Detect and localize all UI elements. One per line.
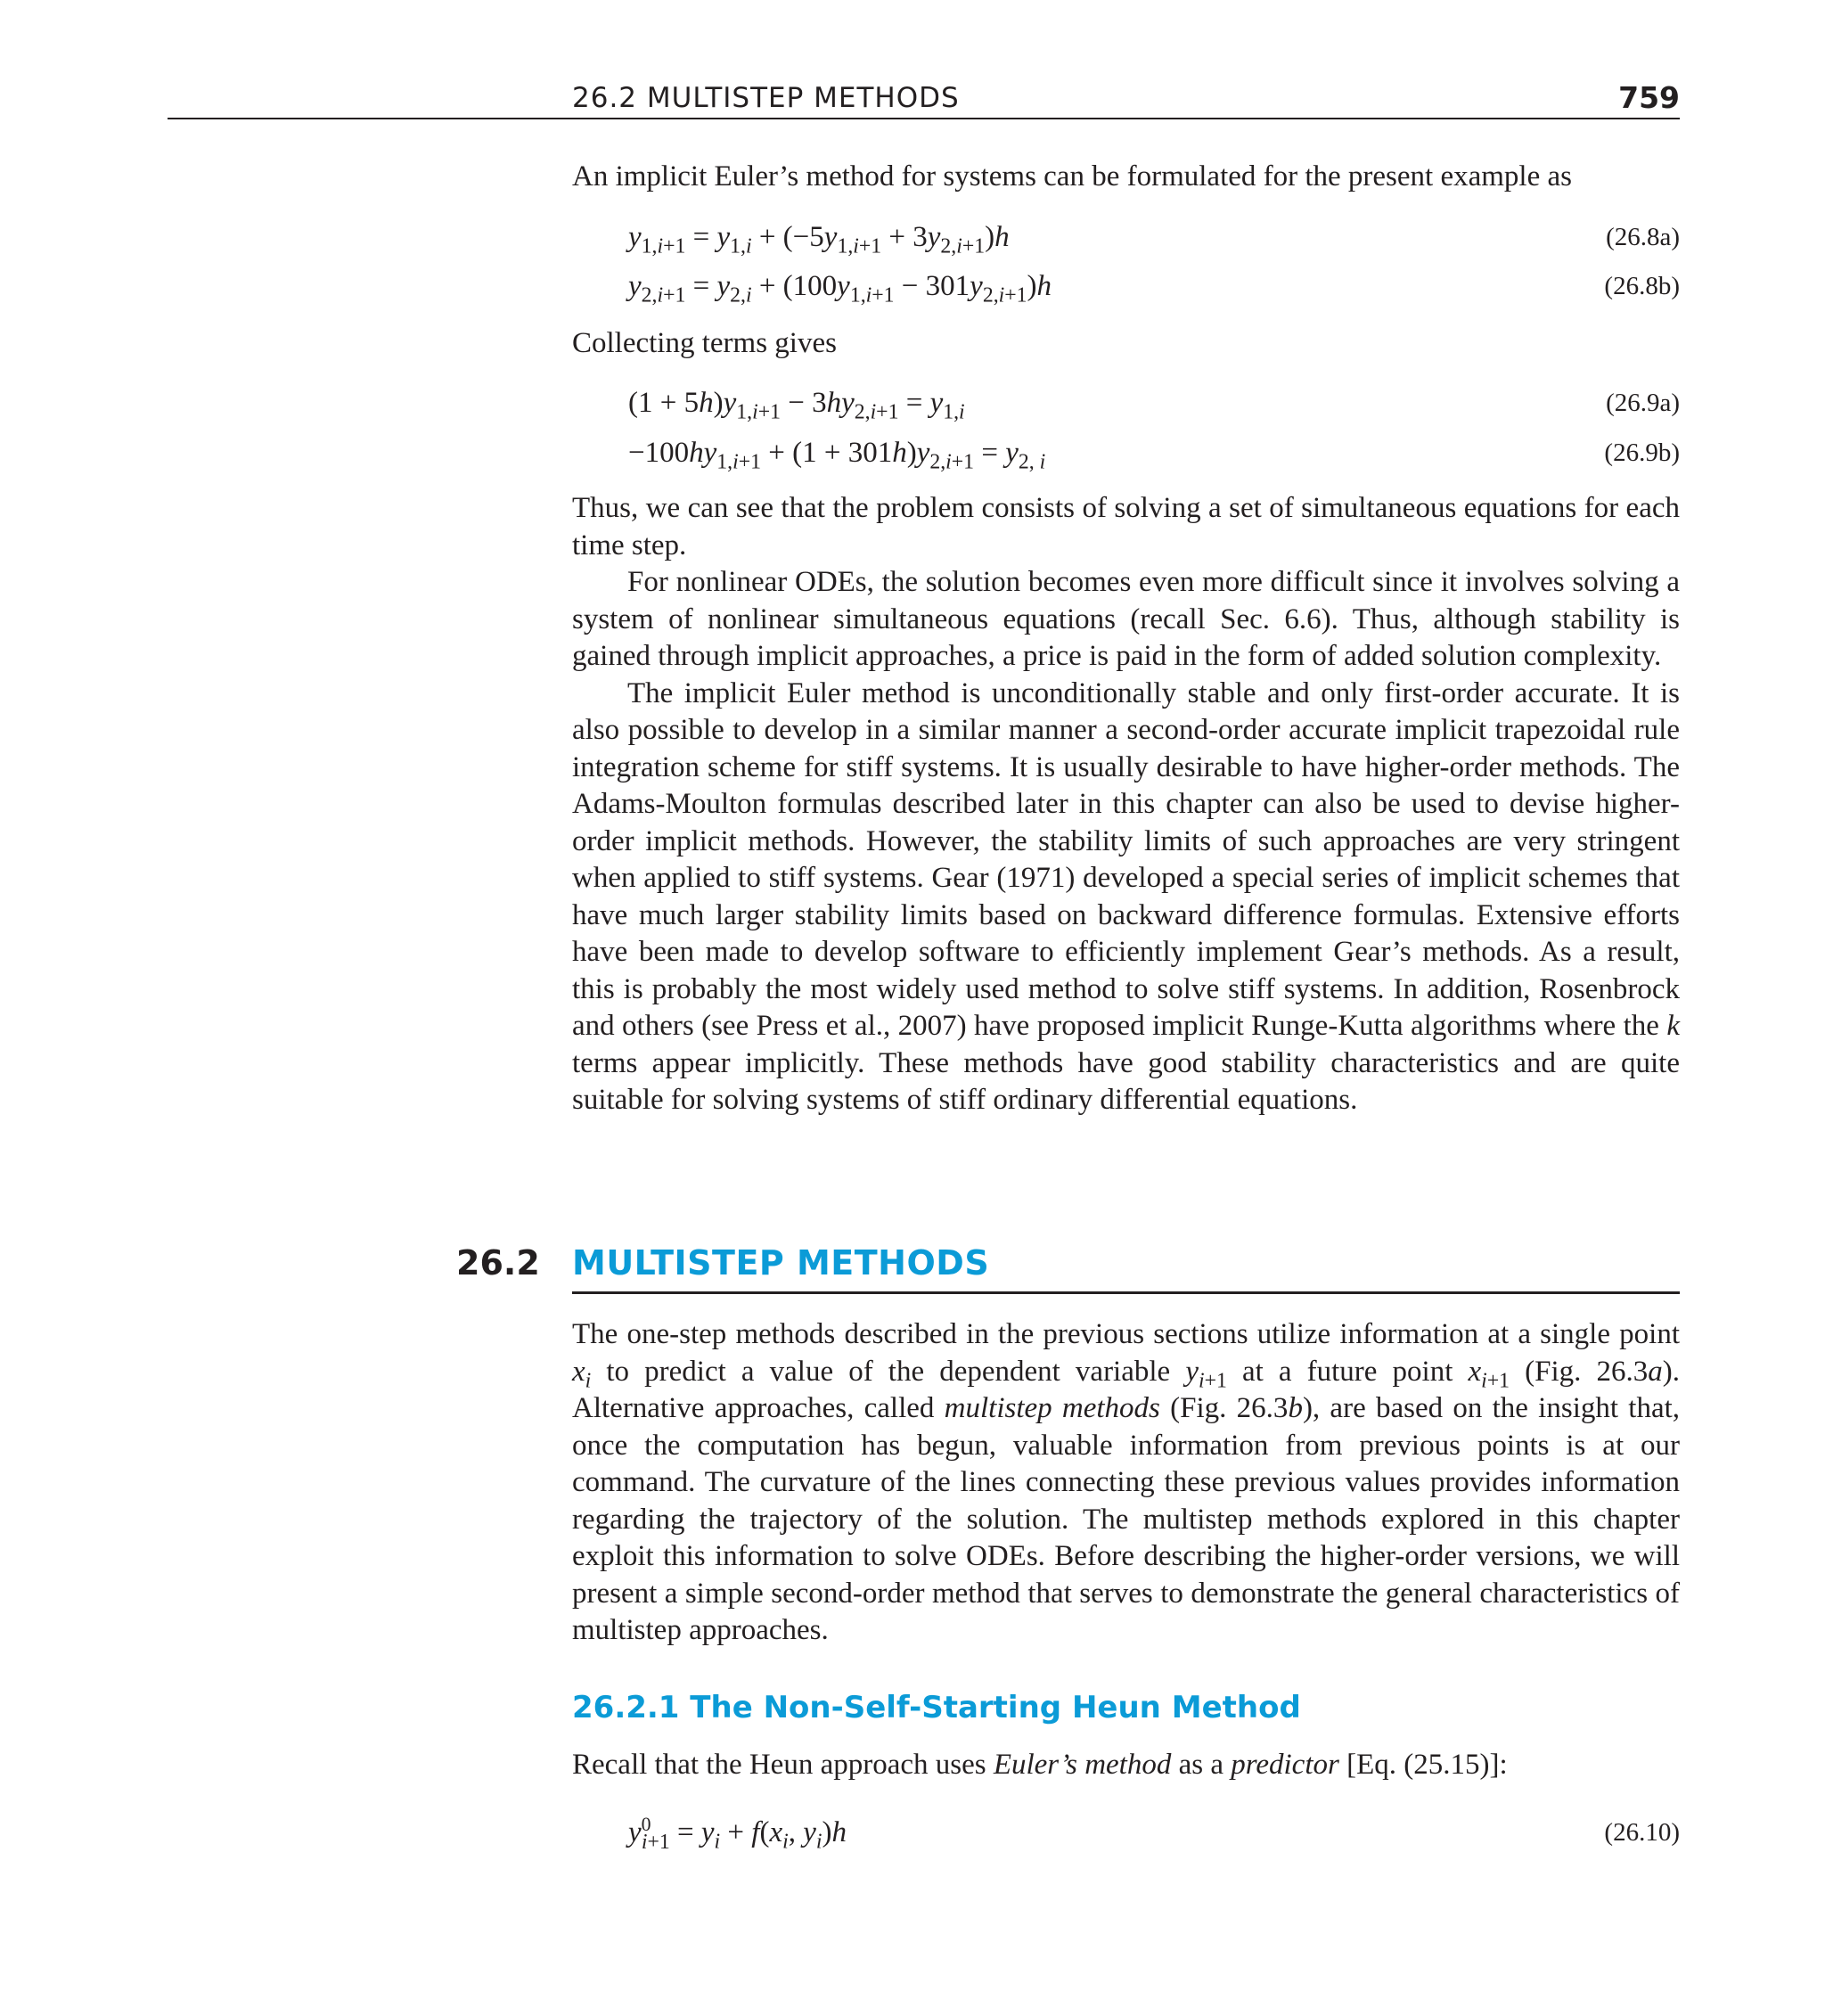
equation-body: $y_{2,i+1} = y_{2,i} + (100y_{1,i+1} - 301y_{2,i+1})h$ <box>628 270 1052 307</box>
collecting-line: Collecting terms gives <box>572 327 837 359</box>
subsection-title: 26.2.1 The Non-Self-Starting Heun Method <box>572 1690 1301 1725</box>
paragraph: The implicit Euler method is unconditionally stable and only first-order accurate. It is also possible to develop in a similar manner a second-order accurate implicit trapezoidal rule integration scheme for stiff systems. It is usually desirable to have higher-order methods. The Adams-Moulton formulas described later in this chapter can also be used to devise higher-order implicit methods. However, the stability limits of such approaches are very stringent when applied to stiff systems. Gear (1971) developed a special series of implicit schemes that have much larger stability limits based on backward difference formulas. Extensive efforts have been made to develop software to efficiently implement Gear’s methods. As a result, this is probably the most widely used method to solve stiff systems. In addition, Rosenbrock and others (see Press et al., 2007) have proposed implicit Runge-Kutta algorithms where the k terms appear implicitly. These methods have good stability characteristics and are quite suitable for solving systems of stiff ordinary differential equations. <box>572 676 1680 1116</box>
equation-number: (26.9a) <box>1606 389 1680 417</box>
header-rule <box>168 118 1680 119</box>
equation-body: $(1 + 5h)y_{1,i+1} - 3hy_{2,i+1} = y_{1,i}$ <box>628 387 965 424</box>
heun-line: Recall that the Heun approach uses Euler’s method as a predictor [Eq. (25.15)]: <box>572 1749 1508 1781</box>
section-paragraph <box>572 1316 1680 1650</box>
equation-26-10 <box>628 1813 1680 1852</box>
equation-number: (26.8b) <box>1604 272 1680 300</box>
page-number: 759 <box>1618 80 1680 115</box>
equation-body: $-100hy_{1,i+1} + (1 + 301h)y_{2,i+1} = y_{2, i}$ <box>628 437 1046 474</box>
body-text-before-section <box>572 490 1680 1119</box>
section-rule <box>572 1291 1680 1294</box>
intro-line: An implicit Euler’s method for systems can be formulated for the present example as <box>572 160 1572 193</box>
equation-body: $y_{1,i+1} = y_{1,i} + (-5y_{1,i+1} + 3y_{2,i+1})h$ <box>628 221 1010 258</box>
paragraph: The one-step methods described in the previous sections utilize information at a single point $x_i$ to predict a value of the dependent variable $y_{i+1}$ at a future point $x_{i+1}$ (Fig. 26.3a). Alternative approaches, called multistep methods (Fig. 26.3b), are based on the insight that, once the computation has begun, valuable information from previous points is at our command. The curvature of the lines connecting these previous values provides information regarding the trajectory of the solution. The multistep methods explored in this chapter exploit this information to solve ODEs. Before describing the higher-order versions, we will present a simple second-order method that serves to demonstrate the general characteristics of multistep approaches. <box>572 1318 1681 1646</box>
equation-number: (26.10) <box>1604 1818 1680 1847</box>
equation-26-9a <box>628 383 1680 422</box>
section-title: MULTISTEP METHODS <box>572 1243 990 1283</box>
paragraph: For nonlinear ODEs, the solution becomes even more difficult since it involves solving a system of nonlinear simultaneous equations (recall Sec. 6.6). Thus, although stability is gained through implicit approaches, a price is paid in the form of added solution complexity. <box>572 566 1680 672</box>
equation-26-8a <box>628 217 1680 257</box>
equation-26-9b <box>628 433 1680 472</box>
equation-body: $y^0_{i+1} = y_i + f(x_i$, $y_i)h$ <box>628 1814 847 1854</box>
section-number: 26.2 <box>456 1243 540 1283</box>
equation-number: (26.9b) <box>1604 438 1680 467</box>
equation-number: (26.8a) <box>1606 223 1680 251</box>
equation-26-8b <box>628 266 1680 306</box>
running-header-section: 26.2 MULTISTEP METHODS <box>572 82 960 114</box>
paragraph: Thus, we can see that the problem consists of solving a set of simultaneous equations for each time step. <box>572 492 1680 561</box>
